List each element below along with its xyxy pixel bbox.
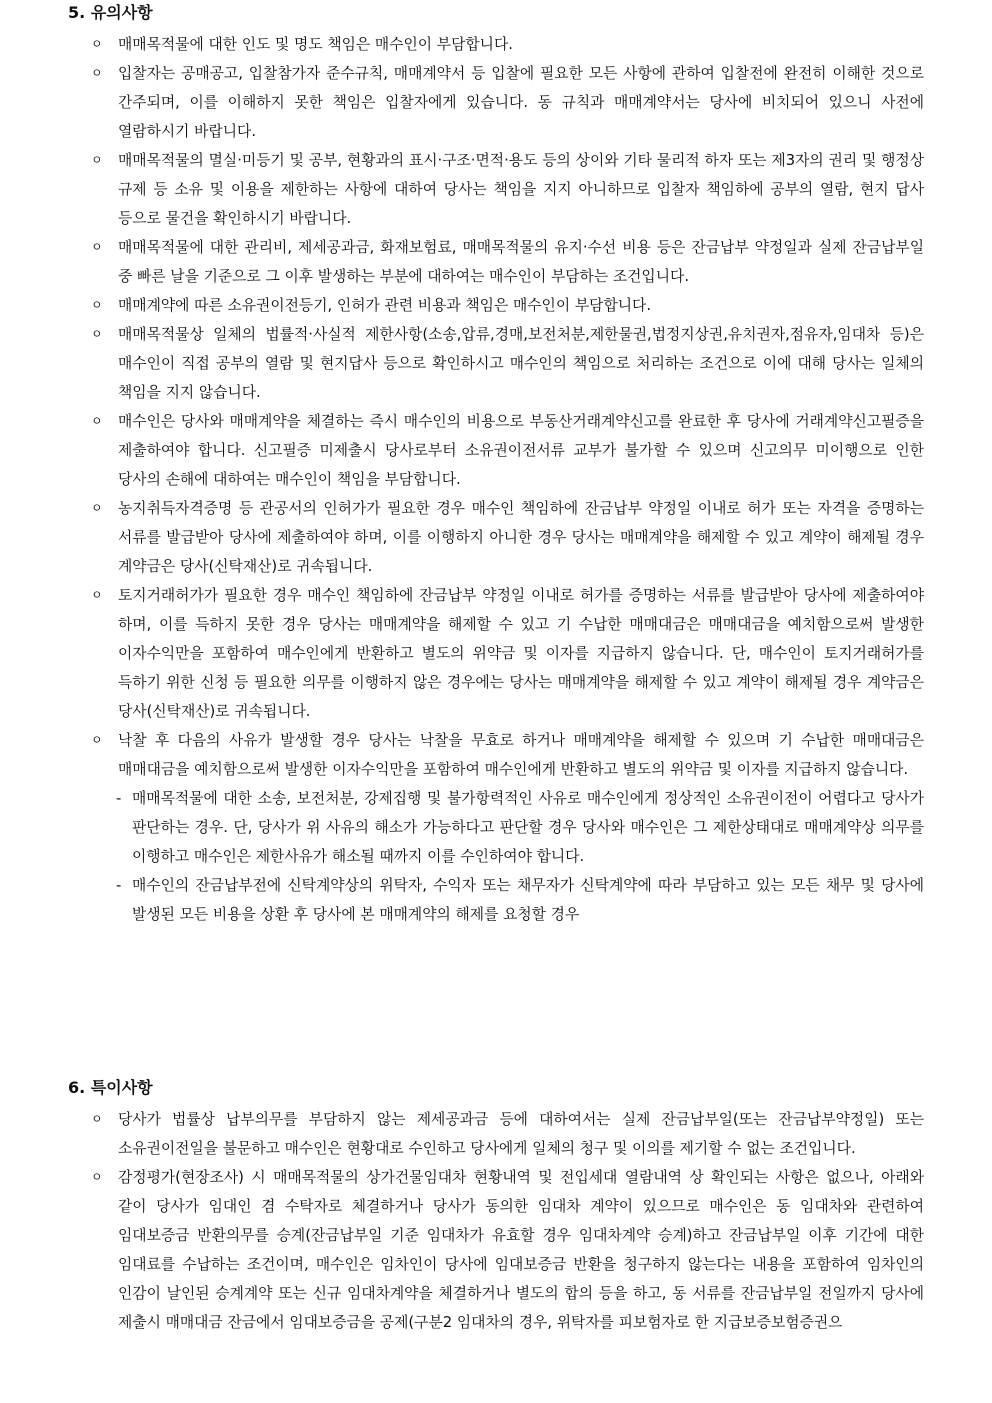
- list-item: ㅇ 매매계약에 따른 소유권이전등기, 인허가 관련 비용과 책임은 매수인이 부담합니다.: [118, 291, 924, 320]
- sub-list-item: - 매수인의 잔금납부전에 신탁계약상의 위탁자, 수익자 또는 채무자가 신탁계약에 따라 부담하고 있는 모든 채무 및 당사에 발생된 모든 비용을 상환 후 당사에 본 매매계약의 해제를 요청할 경우: [132, 871, 924, 929]
- list-item: ㅇ 토지거래허가가 필요한 경우 매수인 책임하에 잔금납부 약정일 이내로 허가를 증명하는 서류를 발급받아 당사에 제출하여야 하며, 이를 득하지 못한 경우 당사는 매매계약을 해제할 수 있고 기 수납한 매매대금은 매매대금을 예치함으로써 발생한 이자수익만을 포함하여 매수인에게 반환하고 별도의 위약금 및 이자를 지급하지 않습니다. 단, 매수인이 토지거래허가를 득하기 위한 신청 등 필요한 의무를 이행하지 않은 경우에는 당사는 매매계약을 해제할 수 있고 계약이 해제될 경우 계약금은 당사(신탁재산)로 귀속됩니다.: [118, 581, 924, 726]
- section-items: [0, 1105, 992, 1337]
- list-item: ㅇ 매매목적물상 일체의 법률적·사실적 제한사항(소송,압류,경매,보전처분,제한물권,법정지상권,유치권자,점유자,임대차 등)은 매수인이 직접 공부의 열람 및 현지답사 등으로 확인하시고 매수인의 책임으로 처리하는 조건으로 이에 대해 당사는 일체의 책임을 지지 않습니다.: [118, 320, 924, 407]
- list-item: ㅇ 농지취득자격증명 등 관공서의 인허가가 필요한 경우 매수인 책임하에 잔금납부 약정일 이내로 허가 또는 자격을 증명하는 서류를 발급받아 당사에 제출하여야 하며, 이를 이행하지 아니한 경우 당사는 매매계약을 해제할 수 있고 계약이 해제될 경우 계약금은 당사(신탁재산)로 귀속됩니다.: [118, 494, 924, 581]
- section-heading: 6. 특이사항: [68, 1078, 153, 1097]
- list-item: ㅇ 감정평가(현장조사) 시 매매목적물의 상가건물임대차 현황내역 및 전입세대 열람내역 상 확인되는 사항은 없으나, 아래와 같이 당사가 임대인 겸 수탁자로 체결하거나 당사가 동의한 임대차 계약이 있으므로 매수인은 동 임대차와 관련하여 임대보증금 반환의무를 승계(잔금납부일 기준 임대차가 유효할 경우 임대차계약 승계)하고 잔금납부일 이후 기간에 대한 임대료를 수납하는 조건이며, 매수인은 임차인이 당사에 임대보증금 반환을 청구하지 않는다는 내용을 포함하여 임차인의 인감이 날인된 승계계약 또는 신규 임대차계약을 체결하거나 별도의 합의 등을 하고, 동 서류를 잔금납부일 전일까지 당사에 제출시 매매대금 잔금에서 임대보증금을 공제(구분2 임대차의 경우, 위탁자를 피보험자로 한 지급보증보험증권으: [118, 1163, 924, 1337]
- list-item: ㅇ 매매목적물의 멸실·미등기 및 공부, 현황과의 표시·구조·면적·용도 등의 상이와 기타 물리적 하자 또는 제3자의 권리 및 행정상 규제 등 소유 및 이용을 제한하는 사항에 대하여 당사는 책임을 지지 아니하므로 입찰자 책임하에 공부의 열람, 현지 답사 등으로 물건을 확인하시기 바랍니다.: [118, 146, 924, 233]
- list-item: ㅇ 매수인은 당사와 매매계약을 체결하는 즉시 매수인의 비용으로 부동산거래계약신고를 완료한 후 당사에 거래계약신고필증을 제출하여야 합니다. 신고필증 미제출시 당사로부터 소유권이전서류 교부가 불가할 수 있으며 신고의무 미이행으로 인한 당사의 손해에 대하여는 매수인이 책임을 부담합니다.: [118, 407, 924, 494]
- list-item: ㅇ 매매목적물에 대한 관리비, 제세공과금, 화재보험료, 매매목적물의 유지·수선 비용 등은 잔금납부 약정일과 실제 잔금납부일 중 빠른 날을 기준으로 그 이후 발생하는 부분에 대하여는 매수인이 부담하는 조건입니다.: [118, 233, 924, 291]
- list-item: ㅇ 매매목적물에 대한 인도 및 명도 책임은 매수인이 부담합니다.: [118, 30, 924, 59]
- sub-list-item: - 매매목적물에 대한 소송, 보전처분, 강제집행 및 불가항력적인 사유로 매수인에게 정상적인 소유권이전이 어렵다고 당사가 판단하는 경우. 단, 당사가 위 사유의 해소가 가능하다고 판단할 경우 당사와 매수인은 그 제한상태대로 매매계약상 의무를 이행하고 매수인은 제한사유가 해소될 때까지 이를 수인하여야 합니다.: [132, 784, 924, 871]
- sub-list: [118, 784, 924, 929]
- section-items: [0, 30, 992, 929]
- list-item: ㅇ 당사가 법률상 납부의무를 부담하지 않는 제세공과금 등에 대하여서는 실제 잔금납부일(또는 잔금납부약정일) 또는 소유권이전일을 불문하고 매수인은 현황대로 수인하고 당사에게 일체의 청구 및 이의를 제기할 수 없는 조건입니다.: [118, 1105, 924, 1163]
- section-heading: 5. 유의사항: [68, 3, 153, 22]
- list-item-text: ㅇ 낙찰 후 다음의 사유가 발생할 경우 당사는 낙찰을 무효로 하거나 매매계약을 해제할 수 있으며 기 수납한 매매대금은 매매대금을 예치함으로써 발생한 이자수익만을 포함하여 매수인에게 반환하고 별도의 위약금 및 이자를 지급하지 않습니다.: [118, 732, 924, 778]
- list-item-with-subitems: [118, 726, 924, 929]
- list-item: ㅇ 입찰자는 공매공고, 입찰참가자 준수규칙, 매매계약서 등 입찰에 필요한 모든 사항에 관하여 입찰전에 완전히 이해한 것으로 간주되며, 이를 이해하지 못한 책임은 입찰자에게 있습니다. 동 규칙과 매매계약서는 당사에 비치되어 있으니 사전에 열람하시기 바랍니다.: [118, 59, 924, 146]
